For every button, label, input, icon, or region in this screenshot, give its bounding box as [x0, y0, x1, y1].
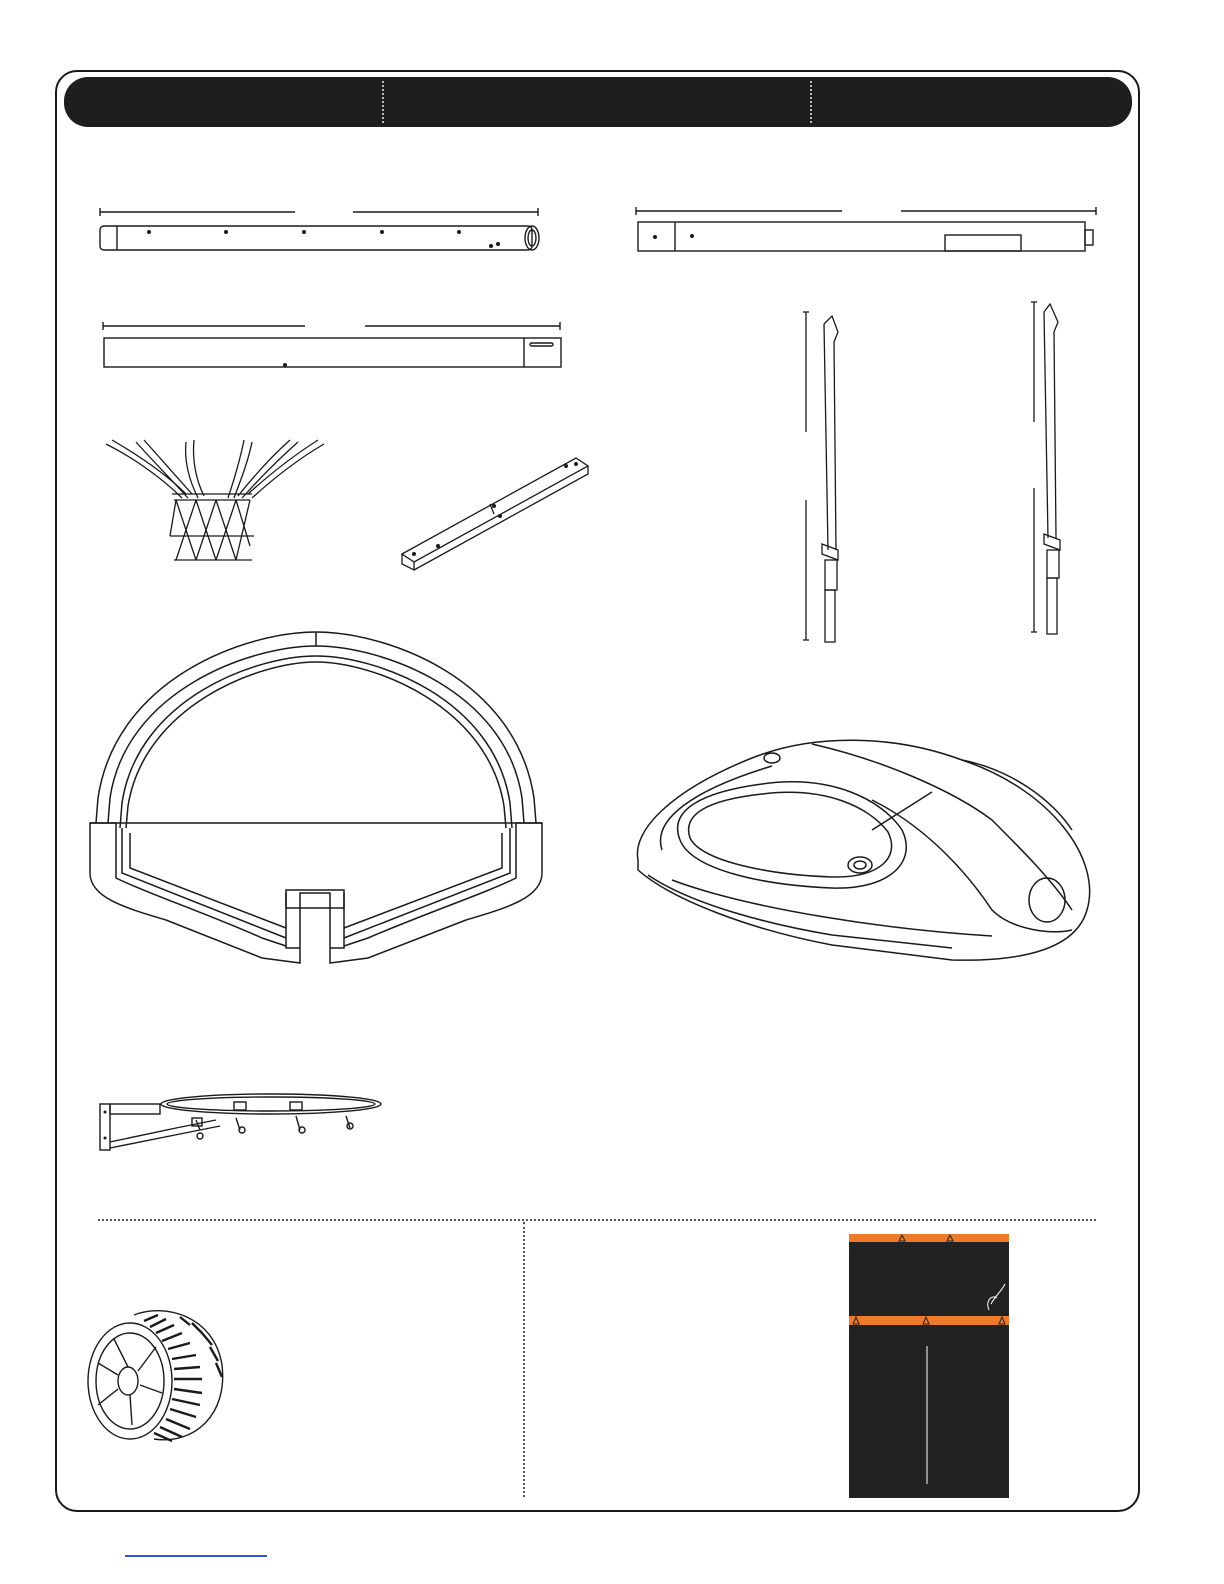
header-cell-3	[812, 77, 1132, 127]
extension-arm-left-drawing	[800, 310, 850, 646]
footer-link[interactable]	[125, 1555, 267, 1557]
rim-drawing	[96, 1090, 386, 1155]
net-drawing	[100, 436, 330, 568]
backboard-drawing	[86, 628, 546, 973]
header-bar	[64, 77, 1132, 127]
header-cell-2	[384, 77, 810, 127]
extension-arm-right-drawing	[1028, 298, 1078, 638]
square-middle-pole-drawing	[632, 205, 1107, 257]
header-cell-1	[64, 77, 382, 127]
pole-pad-drawing	[849, 1234, 1009, 1498]
wheel-drawing	[84, 1305, 226, 1445]
angle-brace-drawing	[398, 454, 593, 572]
base-drawing	[632, 730, 1097, 965]
section-divider	[98, 1219, 1096, 1221]
square-lower-pole-drawing	[98, 320, 568, 372]
round-upper-pole-drawing	[95, 205, 555, 257]
section-divider	[523, 1222, 525, 1497]
